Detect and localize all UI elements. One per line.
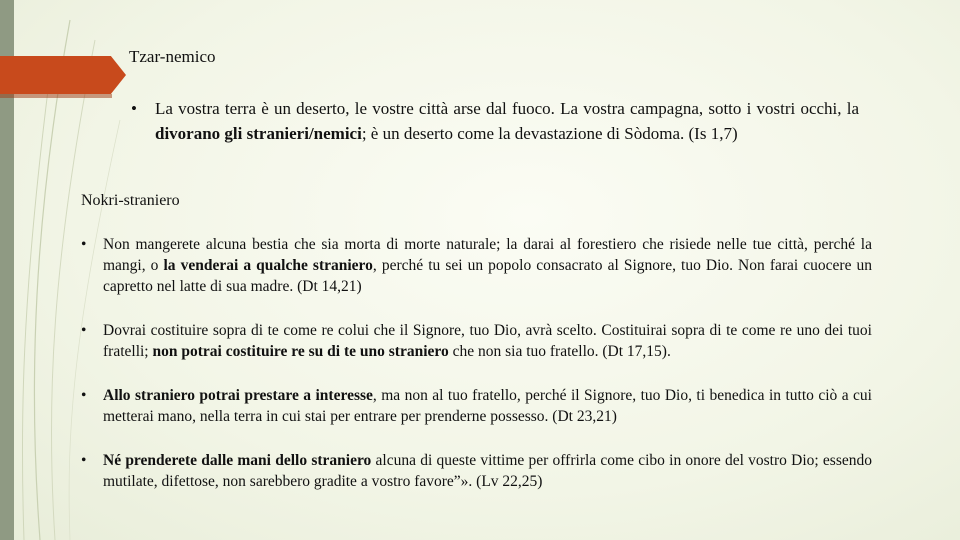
- quote-text-post: ; è un deserto come la devastazione di Sòdoma. (Is 1,7): [361, 124, 738, 143]
- list-item-text-post: , ma non al tuo fratello, perché il Signore, tuo Dio, ti benedica in tutto ciò a cui metterai mano, nella terra in cui stai per entrare per prenderne possesso. (Dt 23,21): [103, 387, 872, 425]
- quote-text: [155, 96, 859, 146]
- list-item-text-bold: Né prenderete dalle mani dello straniero: [103, 452, 372, 469]
- quote-bullet-row: [131, 96, 859, 146]
- quote-text-pre: La vostra terra è un deserto, le vostre città arse dal fuoco. La vostra campagna, sotto i vostri occhi, la: [155, 99, 859, 118]
- bullet-marker: •: [81, 236, 87, 253]
- list-item: [81, 234, 872, 297]
- list-item-text: [103, 385, 872, 427]
- list-item: [81, 320, 872, 362]
- list-item-text: [103, 320, 872, 362]
- quote-block: [131, 96, 859, 146]
- list-item-text-post: che non sia tuo fratello. (Dt 17,15).: [448, 343, 671, 360]
- list-item-text-bold: la venderai a qualche straniero: [163, 257, 373, 274]
- list-item-row: [81, 385, 872, 427]
- quote-text-bold: divorano gli stranieri/nemici: [155, 124, 362, 143]
- bullet-marker: •: [81, 387, 87, 404]
- section-title: Nokri-straniero: [81, 192, 180, 209]
- list-item-text: [103, 450, 872, 492]
- list-item-row: [81, 450, 872, 492]
- list-item-text-post: alcuna di queste vittime per offrirla come cibo in onore del vostro Dio; essendo mutilate, difettose, non sarebbero gradite a vostro favore”». (Lv 22,25): [103, 452, 873, 490]
- bullet-marker: •: [81, 322, 87, 339]
- list-item: [81, 450, 872, 492]
- list-item-row: [81, 320, 872, 362]
- list-item-text: [103, 234, 872, 297]
- list-item-row: [81, 234, 872, 297]
- list-item-text-pre: Dovrai costituire sopra di te come re colui che il Signore, tuo Dio, avrà scelto. Costituirai sopra di te come re uno dei tuoi fratelli;: [103, 322, 872, 360]
- title-accent-tab: [0, 56, 126, 94]
- list-item-text-bold: non potrai costituire re su di te uno straniero: [152, 343, 449, 360]
- list-item: [81, 385, 872, 427]
- slide-title: Tzar-nemico: [129, 47, 216, 66]
- list-item-text-pre: Non mangerete alcuna bestia che sia morta di morte naturale; la darai al forestiero che risiede nelle tue città, perché la mangi, o: [103, 236, 872, 274]
- title-accent-shadow: [0, 94, 112, 98]
- list-item-text-post: , perché tu sei un popolo consacrato al Signore, tuo Dio. Non farai cuocere un capretto nel latte di sua madre. (Dt 14,21): [103, 257, 873, 295]
- list-item-text-bold: Allo straniero potrai prestare a interesse: [103, 387, 373, 404]
- bullet-marker: •: [81, 452, 87, 469]
- bullet-marker: •: [131, 99, 137, 118]
